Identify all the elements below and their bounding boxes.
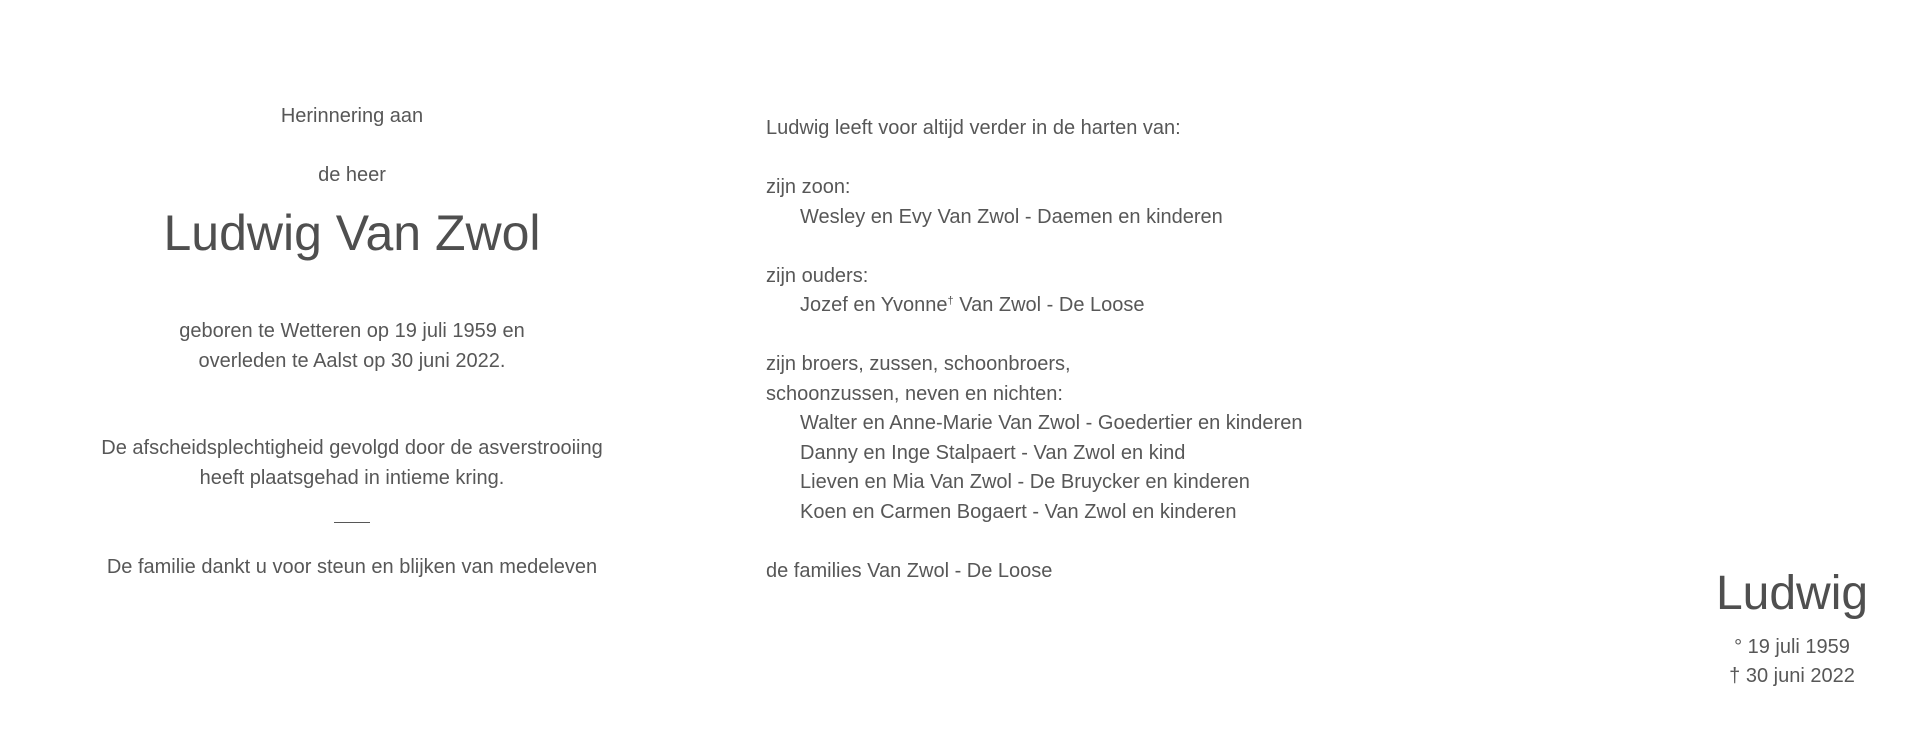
life-dates bbox=[1692, 633, 1892, 691]
parents-names bbox=[766, 291, 1386, 321]
son-heading: zijn zoon: bbox=[766, 176, 851, 198]
spacer bbox=[766, 232, 1386, 262]
siblings-heading-2: schoonzussen, neven en nichten: bbox=[766, 382, 1063, 405]
family-intro: Ludwig leeft voor altijd verder in de harten van: bbox=[766, 117, 1181, 139]
memorial-right-corner bbox=[1692, 563, 1892, 691]
sibling-entry: Walter en Anne-Marie Van Zwol - Goedertier en kinderen bbox=[800, 412, 1303, 434]
sibling-entry: Koen en Carmen Bogaert - Van Zwol en kinderen bbox=[800, 500, 1237, 523]
ceremony-line-1: De afscheidsplechtigheid gevolgd door de asverstrooiing bbox=[101, 437, 603, 459]
first-name: Ludwig bbox=[1715, 567, 1869, 620]
deceased-name: Ludwig Van Zwol bbox=[163, 205, 541, 261]
death-date: † 30 juni 2022 bbox=[1729, 665, 1855, 687]
parents-name-before: Jozef en Yvonne bbox=[800, 294, 948, 316]
sibling-entry: Lieven en Mia Van Zwol - De Bruycker en kinderen bbox=[800, 471, 1250, 493]
parents-name-after: Van Zwol - De Loose bbox=[953, 294, 1145, 316]
parents-heading: zijn ouders: bbox=[766, 264, 869, 287]
families-line: de families Van Zwol - De Loose bbox=[766, 559, 1053, 582]
spacer bbox=[766, 144, 1386, 174]
spacer bbox=[766, 527, 1386, 557]
spacer bbox=[766, 321, 1386, 351]
birth-date: ° 19 juli 1959 bbox=[1734, 636, 1850, 658]
siblings-heading-1: zijn broers, zussen, schoonbroers, bbox=[766, 353, 1071, 375]
honorific-text: de heer bbox=[318, 164, 386, 186]
birth-death-info bbox=[0, 316, 704, 376]
son-names: Wesley en Evy Van Zwol - Daemen en kinderen bbox=[800, 205, 1223, 228]
ceremony-info bbox=[0, 433, 704, 493]
dagger-icon: † bbox=[947, 295, 954, 307]
family-list bbox=[766, 114, 1386, 586]
death-line: overleden te Aalst op 30 juni 2022. bbox=[198, 350, 506, 372]
intro-text: Herinnering aan bbox=[280, 105, 424, 127]
divider-line bbox=[334, 522, 370, 523]
ceremony-line-2: heeft plaatsgehad in intieme kring. bbox=[199, 467, 505, 489]
thanks-text: De familie dankt u voor steun en blijken van medeleven bbox=[106, 556, 598, 578]
sibling-entry: Danny en Inge Stalpaert - Van Zwol en kind bbox=[800, 441, 1186, 464]
birth-line: geboren te Wetteren op 19 juli 1959 en bbox=[179, 320, 525, 342]
